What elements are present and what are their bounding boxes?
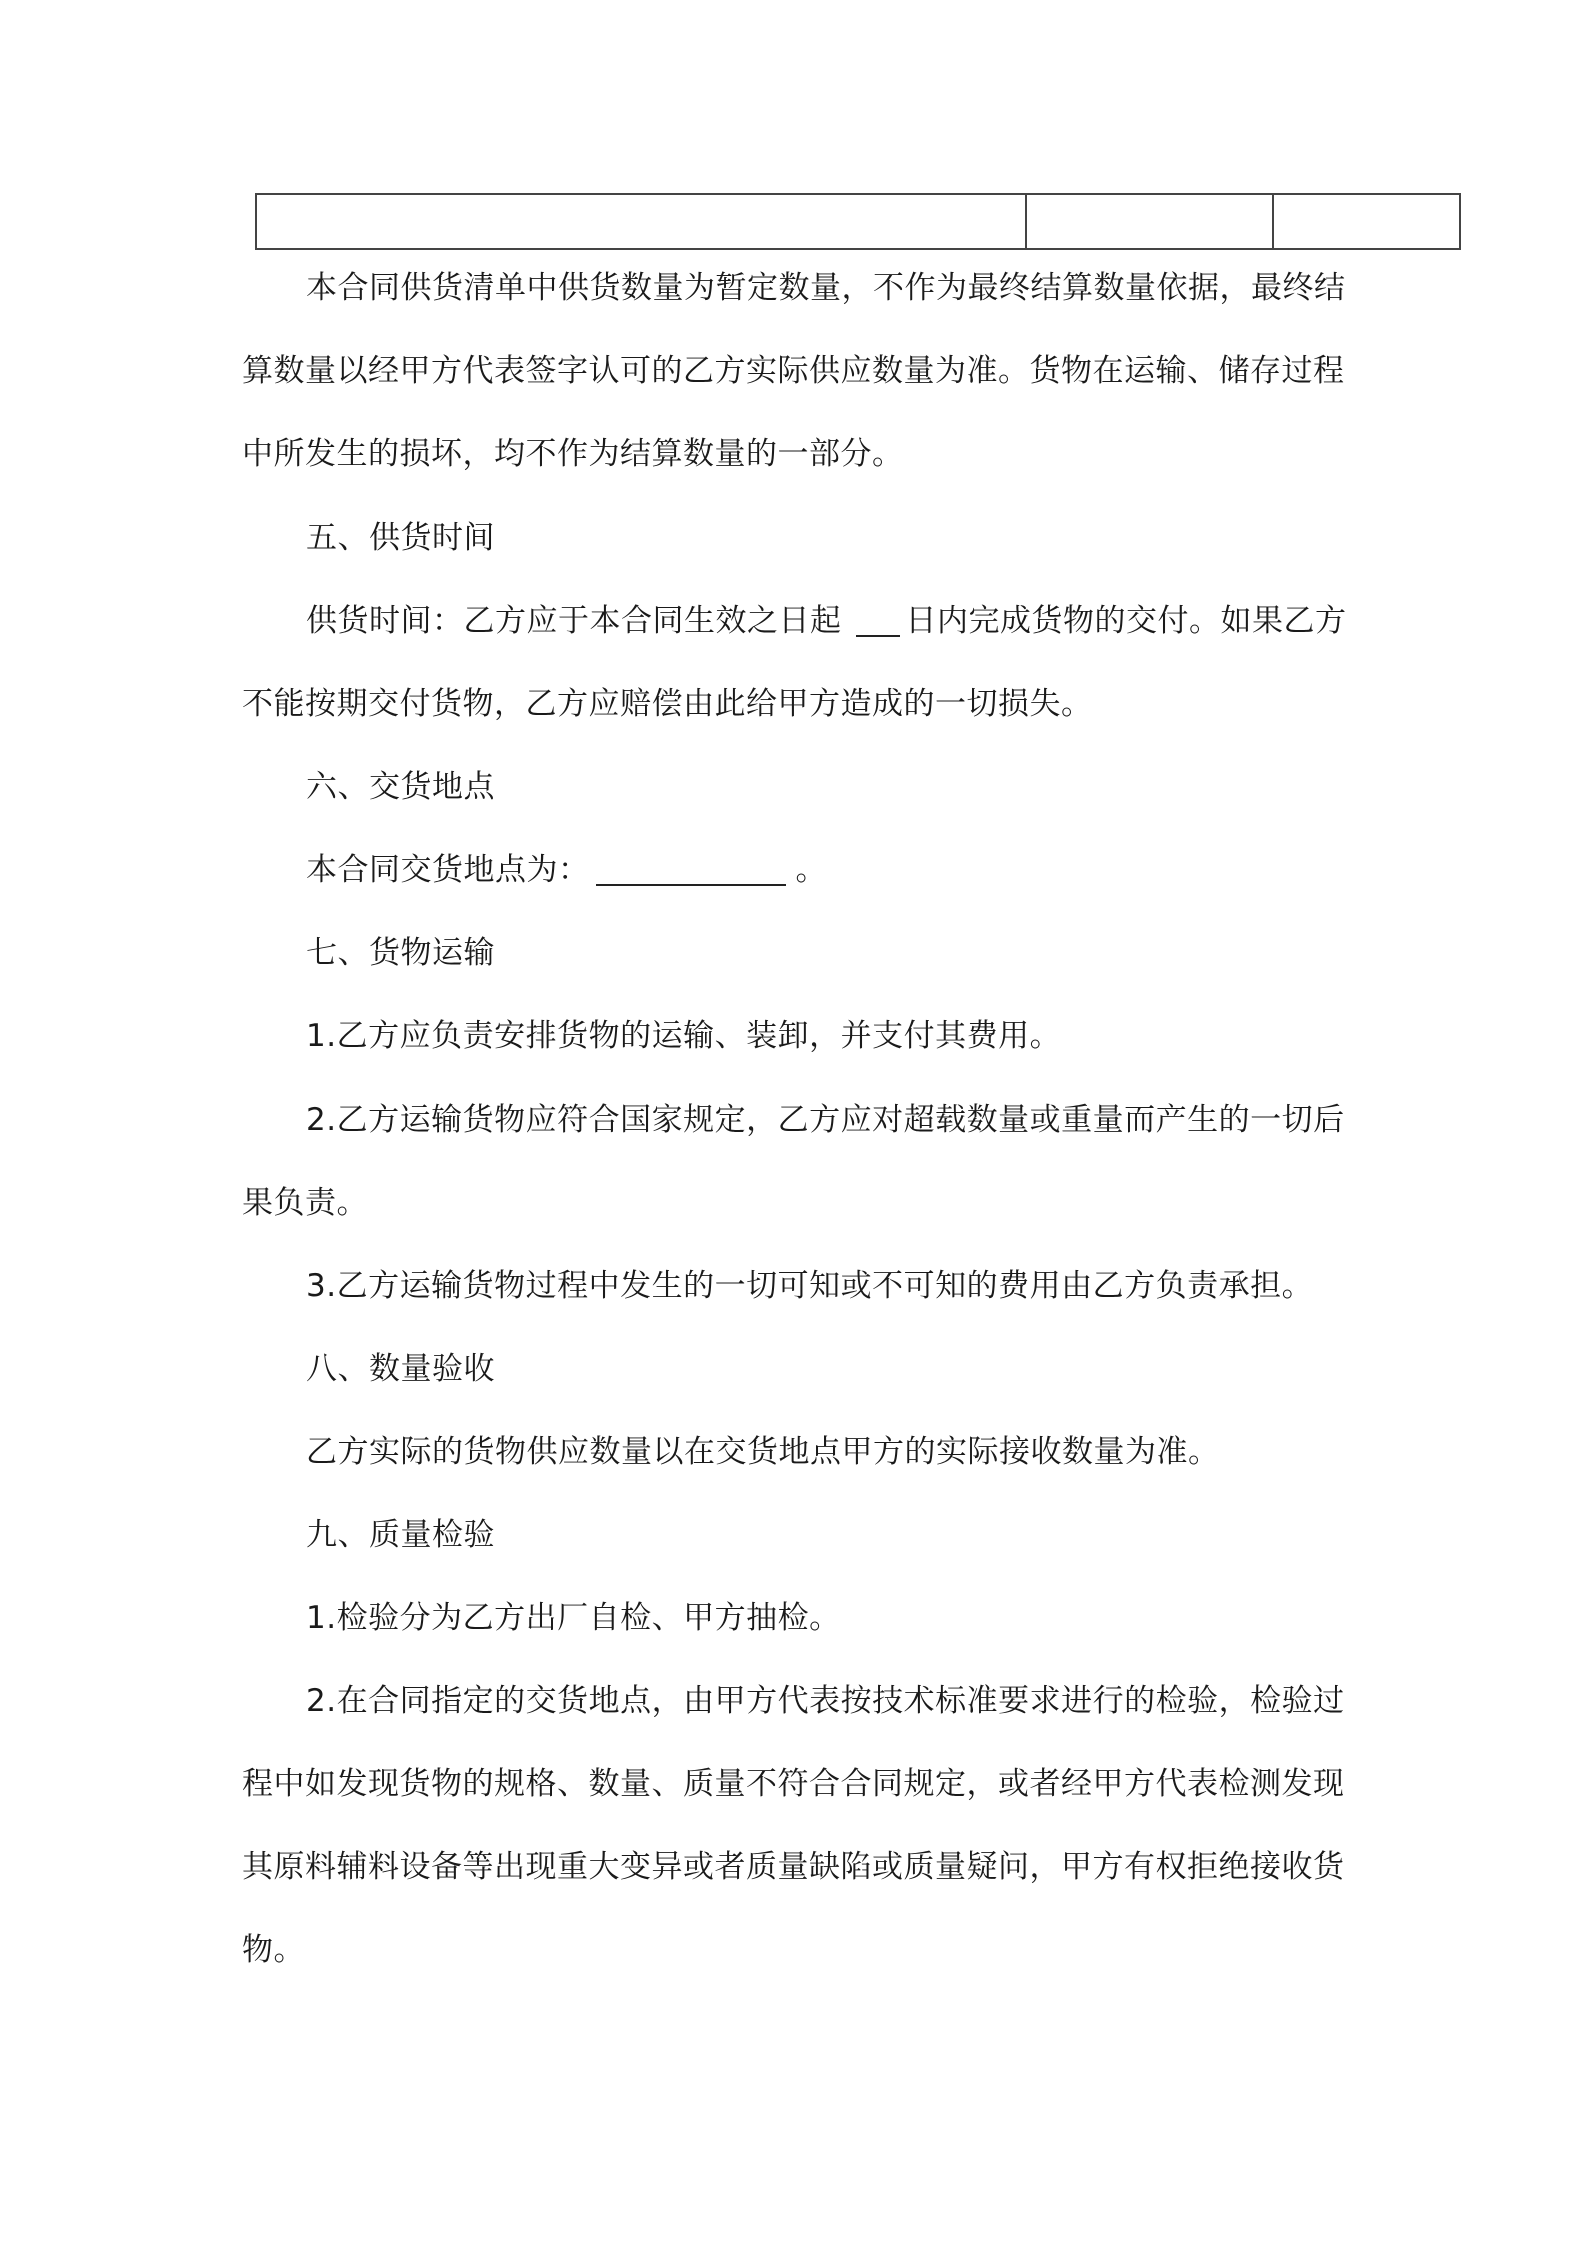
paragraph-settlement-line-2: 算数量以经甲方代表签字认可的乙方实际供应数量为准。货物在运输、储存过程 (242, 353, 1345, 389)
section-heading-8: 八、数量验收 (306, 1351, 495, 1387)
table-cell (1273, 194, 1460, 249)
supply-time-text-before: 供货时间：乙方应于本合同生效之日起 (306, 603, 842, 639)
days-blank-field[interactable] (856, 605, 900, 637)
paragraph-supply-time-line-2: 不能按期交付货物，乙方应赔偿由此给甲方造成的一切损失。 (242, 686, 1093, 722)
quality-item-1: 1.检验分为乙方出厂自检、甲方抽检。 (306, 1600, 841, 1636)
paragraph-settlement-line-1: 本合同供货清单中供货数量为暂定数量，不作为最终结算数量依据，最终结 (306, 270, 1346, 306)
table-cell (256, 194, 1026, 249)
quality-item-2-line-1: 2.在合同指定的交货地点，由甲方代表按技术标准要求进行的检验，检验过 (306, 1683, 1345, 1719)
paragraph-settlement-line-3: 中所发生的损坏，均不作为结算数量的一部分。 (242, 436, 904, 472)
quality-item-2-line-4: 物。 (242, 1932, 305, 1968)
paragraph-quantity-acceptance: 乙方实际的货物供应数量以在交货地点甲方的实际接收数量为准。 (306, 1434, 1220, 1470)
delivery-place-blank-field[interactable] (596, 854, 786, 886)
section-heading-7: 七、货物运输 (306, 935, 495, 971)
supply-table-fragment (255, 193, 1461, 250)
quality-item-2-line-2: 程中如发现货物的规格、数量、质量不符合合同规定，或者经甲方代表检测发现 (242, 1766, 1345, 1802)
delivery-place-text-after: 。 (795, 852, 827, 888)
section-heading-9: 九、质量检验 (306, 1517, 495, 1553)
transport-item-3: 3.乙方运输货物过程中发生的一切可知或不可知的费用由乙方负责承担。 (306, 1268, 1314, 1304)
supply-time-text-after: 日内完成货物的交付。如果乙方 (905, 603, 1347, 639)
section-heading-6: 六、交货地点 (306, 769, 495, 805)
section-heading-5: 五、供货时间 (306, 520, 495, 556)
delivery-place-text-before: 本合同交货地点为： (306, 852, 590, 888)
transport-item-1: 1.乙方应负责安排货物的运输、装卸，并支付其费用。 (306, 1018, 1062, 1054)
paragraph-supply-time-line-1 (306, 601, 1347, 641)
transport-item-2-line-2: 果负责。 (242, 1185, 368, 1221)
paragraph-delivery-place (306, 850, 827, 890)
table-row (256, 194, 1460, 249)
quality-item-2-line-3: 其原料辅料设备等出现重大变异或者质量缺陷或质量疑问，甲方有权拒绝接收货 (242, 1849, 1345, 1885)
transport-item-2-line-1: 2.乙方运输货物应符合国家规定，乙方应对超载数量或重量而产生的一切后 (306, 1102, 1345, 1138)
table-cell (1026, 194, 1273, 249)
